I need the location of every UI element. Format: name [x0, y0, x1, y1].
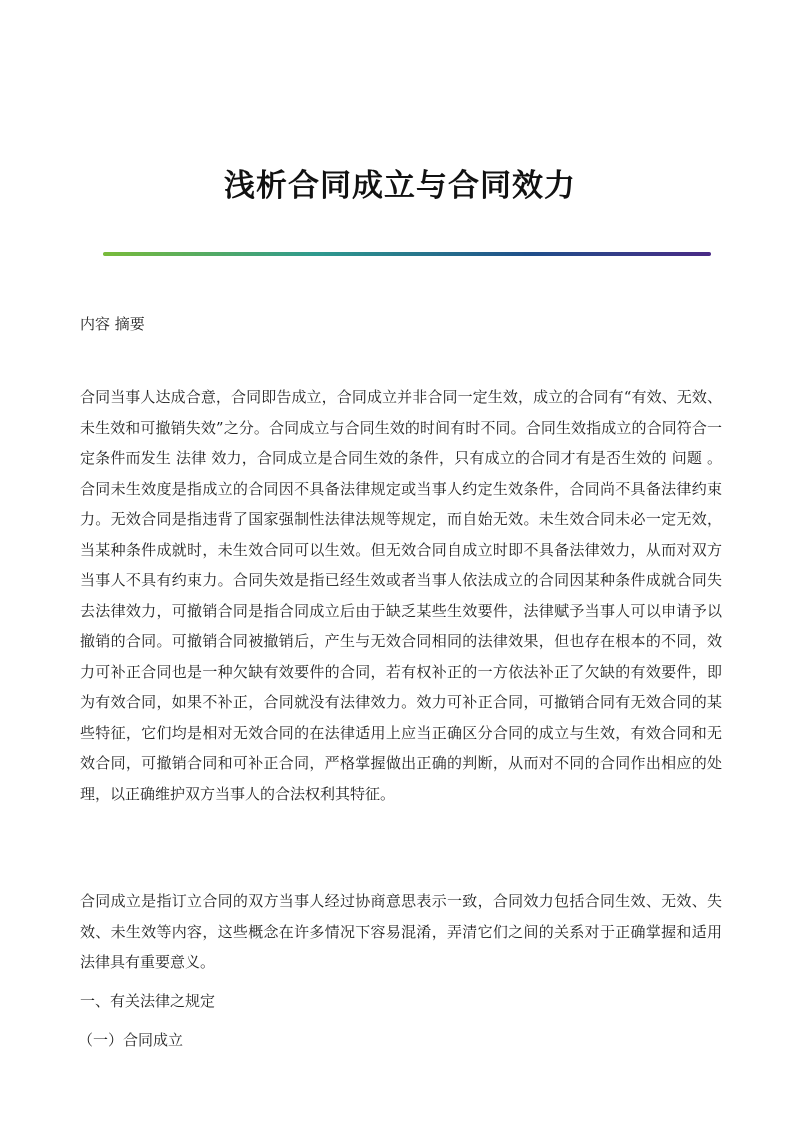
title-divider — [103, 252, 711, 256]
section-heading: 一、有关法律之规定 — [80, 992, 216, 1010]
abstract-label: 内容 摘要 — [80, 315, 145, 333]
subsection-heading: （一）合同成立 — [78, 1031, 184, 1049]
abstract-paragraph: 合同当事人达成合意，合同即告成立，合同成立并非合同一定生效，成立的合同有“有效、无效、未生效和可撤销失效”之分。合同成立与合同生效的时间有时不同。合同生效指成立的合同符合一定条件而发生 法律 效力，合同成立是合同生效的条件，只有成立的合同才有是否生效的 问题 。合同未生效度是指成立的合同因不具备法律规定或当事人约定生效条件，合同尚不具备法律约束力。无效合同是指违背了国家强制性法律法规等规定，而自始无效。未生效合同未必一定无效，当某种条件成就时，未生效合同可以生效。但无效合同自成立时即不具备法律效力，从而对双方当事人不具有约束力。合同失效是指已经生效或者当事人依法成立的合同因某种条件成就合同失去法律效力，可撤销合同是指合同成立后由于缺乏某些生效要件，法律赋予当事人可以申请予以撤销的合同。可撤销合同被撤销后，产生与无效合同相同的法律效果，但也存在根本的不同，效力可补正合同也是一种欠缺有效要件的合同，若有权补正的一方依法补正了欠缺的有效要件，即为有效合同，如果不补正，合同就没有法律效力。效力可补正合同，可撤销合同有无效合同的某些特征，它们均是相对无效合同的在法律适用上应当正确区分合同的成立与生效，有效合同和无效合同，可撤销合同和可补正合同，严格掌握做出正确的判断，从而对不同的合同作出相应的处理，以正确维护双方当事人的合法权利其特征。 — [80, 388, 722, 803]
intro-paragraph: 合同成立是指订立合同的双方当事人经过协商意思表示一致，合同效力包括合同生效、无效、失效、未生效等内容，这些概念在许多情况下容易混淆，弄清它们之间的关系对于正确掌握和适用法律具有重要意义。 — [80, 892, 722, 971]
document-title: 浅析合同成立与合同效力 — [224, 168, 576, 204]
